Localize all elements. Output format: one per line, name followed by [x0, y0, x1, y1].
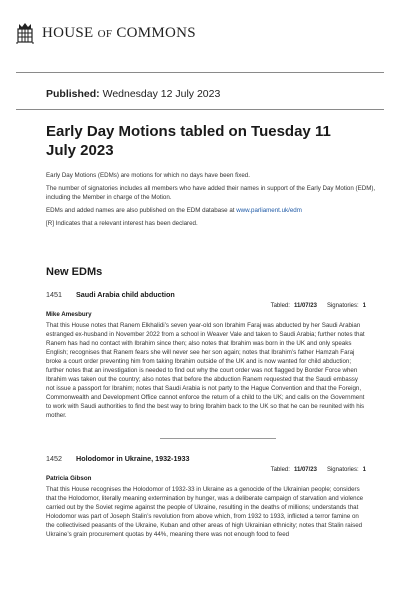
- motion-meta: [46, 303, 366, 309]
- tabled-date: 11/07/23: [293, 467, 317, 473]
- motion-author: Mike Amesbury: [46, 311, 92, 318]
- published-rule: [16, 109, 384, 110]
- intro-paragraph-3: [46, 206, 376, 215]
- motion-header: [46, 454, 366, 463]
- motion-item: [46, 454, 366, 539]
- motion-number: 1451: [46, 290, 62, 299]
- motion-author: Patricia Gibson: [46, 475, 92, 482]
- page-title: Early Day Motions tabled on Tuesday 11 July 2023: [46, 123, 331, 159]
- wordmark-house: HOUSE: [42, 24, 94, 41]
- tabled-label: Tabled:: [270, 467, 290, 473]
- intro-paragraph-4: [R] Indicates that a relevant interest has been declared.: [46, 220, 198, 227]
- motion-title: Holodomor in Ukraine, 1932-1933: [76, 454, 190, 463]
- intro-p3-text: EDMs and added names are also published on the EDM database at: [46, 207, 237, 214]
- motion-text: That this House recognises the Holodomor of 1932-33 in Ukraine as a genocide of the Ukrainian people; considers that the Holodomor, literally meaning extermination by hunger, was a deliberate campaign of starvation and violence carried out by the Soviet regime against the people of Ukraine, resulting in the deaths of millions; understands that Holodomor was part of Joseph Stalin’s revolution from above which, from 1932 to 1933, inflicted a terror famine on the collectivised peasants of the Ukraine, Kuban and other areas of high Ukrainian ethnicity; notes that Stalin raised Ukraine’s grain procurement quotas by 44%, meaning there was not enough food to feed: [46, 486, 364, 538]
- portcullis-icon: [16, 21, 34, 45]
- header-rule: [16, 72, 384, 73]
- published-line: [46, 88, 220, 100]
- motion-divider: [160, 438, 276, 439]
- signatories-label: Signatories:: [326, 467, 359, 473]
- house-of-commons-wordmark: [42, 25, 196, 42]
- tabled-label: Tabled:: [270, 303, 290, 309]
- section-heading: New EDMs: [46, 266, 103, 278]
- wordmark-commons: COMMONS: [116, 24, 196, 41]
- signatories-count: 1: [362, 467, 366, 473]
- motion-title: Saudi Arabia child abduction: [76, 290, 175, 299]
- intro-paragraph-1: Early Day Motions (EDMs) are motions for which no days have been fixed.: [46, 172, 250, 179]
- site-header: [16, 18, 196, 48]
- signatories-label: Signatories:: [326, 303, 359, 309]
- published-label: Published:: [46, 88, 100, 100]
- wordmark-of: OF: [97, 27, 113, 40]
- motion-item: [46, 290, 366, 420]
- tabled-date: 11/07/23: [293, 303, 317, 309]
- motion-number: 1452: [46, 454, 62, 463]
- motion-header: [46, 290, 366, 299]
- published-date: Wednesday 12 July 2023: [102, 88, 221, 100]
- motion-meta: [46, 467, 366, 473]
- intro-text: [46, 171, 376, 232]
- edm-database-link[interactable]: www.parliament.uk/edm: [236, 207, 302, 214]
- signatories-count: 1: [362, 303, 366, 309]
- intro-paragraph-2: The number of signatories includes all members who have added their names in support of the Early Day Motion (EDM), including the Member in charge of the Motion.: [46, 185, 376, 201]
- motion-text: That this House notes that Ranem Elkhalidi’s seven year-old son Ibrahim Faraj was abducted by her Saudi Arabian estranged ex-husband in November 2022 from a school in Weaver Vale and taken to Saudi Arabia; further notes that Ranem has had no contact with Ibrahim since then; also notes that Ibrahim was born in the UK and only speaks English; recognises that Ranem fears she will never see her son again; notes that Ibrahim’s father Hamzah Faraj broke a court order preventing him from taking Ibrahim outside of the UK and is now wanted for child abduction; further notes that an investigation is needed to find out why the court order was not flagged by Border Force when Ibrahim was taken out the country; also notes that before the abduction Ranem requested that the Saudi embassy not issue a passport for Ibrahim; notes that Saudi Arabia is not party to the Hague Convention and that the Foreign, Commonwealth and Development Office cannot enforce the return of a child to the UK; and calls on the Government to work with Saudi authorities to find the best way to bring Ibrahim back to the UK so that he can be reunited with his mother.: [46, 322, 365, 419]
